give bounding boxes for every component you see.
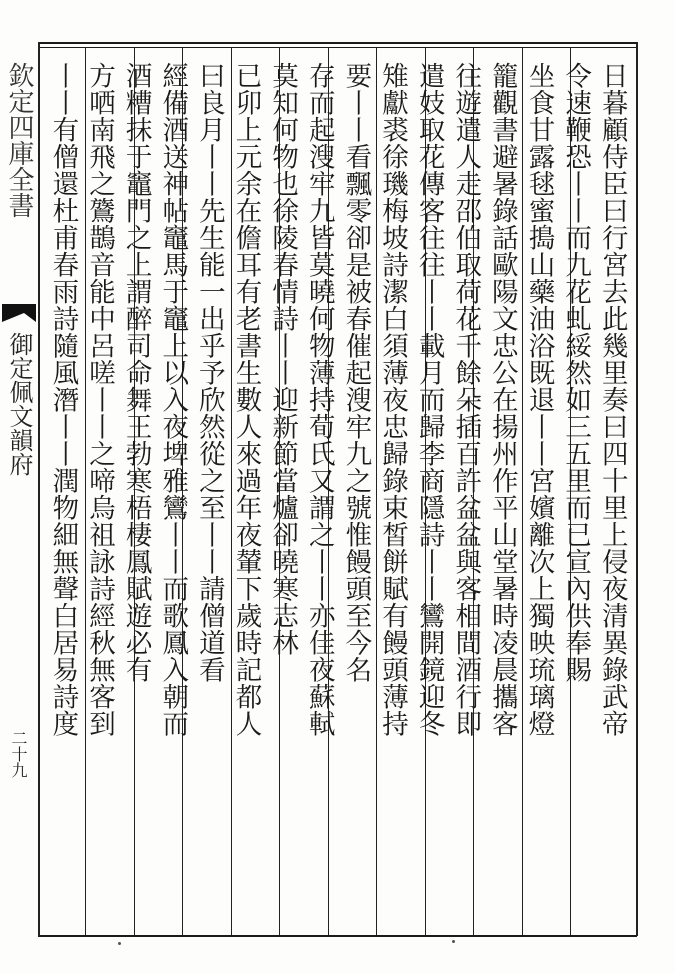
margin-book-title: 御定佩文韻府 (5, 332, 33, 476)
text-column: 存而起溲牢九皆莫曉何物薄持荀氏又謂之丨丨亦佳夜蘇軾 (303, 62, 335, 737)
text-column: 令速鞭恐丨丨而九花虬綏然如三五里而已宣內供奉賜 (560, 62, 592, 683)
scan-speck (118, 942, 121, 945)
text-column: 日暮顧侍臣曰行宮去此幾里奏曰四十里上侵夜清異錄武帝 (596, 62, 628, 737)
right-border-line (636, 42, 638, 936)
margin-series-title: 欽定四庫全書 (4, 62, 34, 218)
page-number: 二十九 (9, 730, 28, 778)
text-column: 雉獻裘徐璣梅坡詩潔白須薄夜忠歸錄束皙餅賦有饅頭薄持 (376, 62, 408, 737)
text-column: 酒糟抹于竈門之上謂醉司命舞王勃寒梧棲鳳賦遊必有 (120, 62, 152, 683)
text-column: 已卯上元余在儋耳有老書生數人來過年夜輦下歲時記都人 (230, 62, 262, 737)
text-column: 往遊遣人走邵伯取荷花千餘朵插百許盆盆與客相間酒行即 (450, 62, 482, 737)
text-column: 遣妓取花傳客往往丨丨載月而歸李商隱詩丨丨鸞開鏡迎冬 (413, 62, 445, 737)
text-column: 坐食甘露毬蜜搗山藥油浴既退丨丨宮嬪離次上獨映琉璃燈 (523, 62, 555, 737)
top-border-line (38, 42, 637, 44)
text-column: 丨丨有僧還杜甫春雨詩隨風潛丨丨潤物細無聲白居易詩度 (47, 62, 79, 737)
margin-divider-line (38, 42, 40, 936)
top-inner-line (38, 47, 637, 48)
text-column: 方哂南飛之鷟鵲音能中呂嗟丨丨之啼烏祖詠詩經秋無客到 (83, 62, 115, 737)
text-column: 經備酒送神帖竈馬于竈上以入夜埤雅鸞丨丨而歌鳳入朝而 (157, 62, 189, 737)
bottom-border-line (38, 935, 637, 937)
fish-tail-mark-icon (2, 298, 36, 328)
text-column: 莫知何物也徐陵春情詩丨丨迎新節當爐卻曉寒志林 (267, 62, 299, 656)
text-column: 要丨丨看飄零卻是被春催起溲牢九之號惟饅頭至今名 (340, 62, 372, 683)
text-column: 籠觀書避暑錄話歐陽文忠公在揚州作平山堂暑時凌晨攜客 (486, 62, 518, 737)
text-column: 曰良月丨丨先生能一出乎予欣然從之至丨丨請僧道看 (193, 62, 225, 683)
scan-speck (452, 940, 455, 943)
